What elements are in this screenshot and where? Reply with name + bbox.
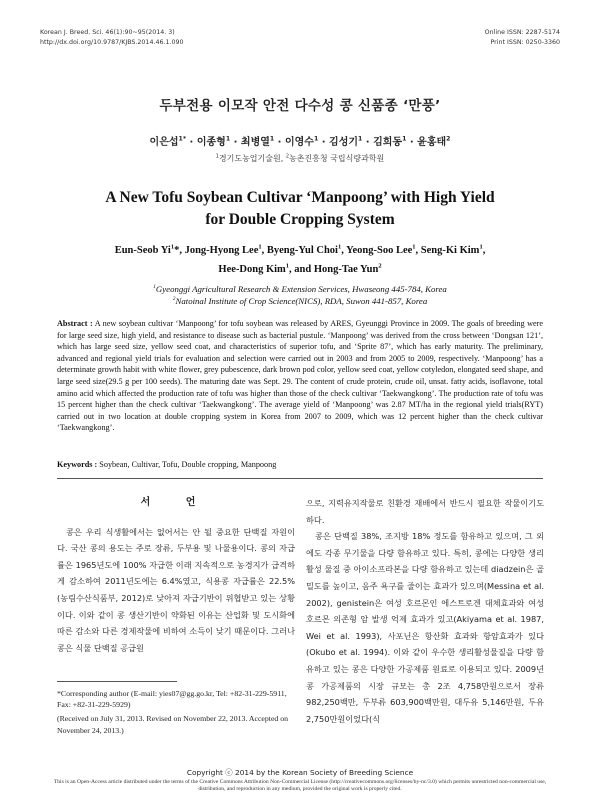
- author-separator: ,: [261, 245, 267, 256]
- korean-author: 윤홍태: [417, 137, 447, 148]
- korean-affiliations: [0, 153, 600, 164]
- english-affiliation-1: [60, 283, 540, 295]
- author-sup: 1: [479, 243, 483, 251]
- korean-author: 이종형: [196, 137, 226, 148]
- header-left: [40, 28, 184, 48]
- print-issn: Print ISSN: 0250-3360: [490, 39, 560, 46]
- author-separator: ·: [274, 137, 285, 148]
- author-sup: 2: [446, 135, 451, 143]
- english-affiliation-1-text: Gyeonggi Agricultural Research & Extension Services, Hwaseong 445-784, Korea: [155, 284, 447, 294]
- author-sup: 1: [358, 135, 363, 143]
- english-title: [60, 187, 540, 231]
- author-separator: , and: [289, 264, 314, 275]
- body-paragraph: 으로, 지력유지작물로 친환경 재배에서 반드시 필요한 작물이기도 하다.: [306, 498, 544, 525]
- received-dates: (Received on July 31, 2013. Revised on November 22, 2013. Accepted on November 24, 2013.): [57, 714, 289, 735]
- author-separator: ,: [415, 245, 421, 256]
- korean-author: 최병열: [240, 137, 270, 148]
- author-separator: ·: [230, 137, 241, 148]
- abstract: [57, 318, 543, 434]
- korean-author: 이은섭: [149, 137, 179, 148]
- english-author: Seng-Ki Kim: [420, 245, 480, 256]
- keywords-label: Keywords :: [57, 460, 98, 469]
- author-separator: ,: [341, 245, 347, 256]
- header-right: [485, 28, 560, 48]
- author-sup: 2: [378, 262, 382, 270]
- body-left-column: [57, 495, 295, 656]
- online-issn: Online ISSN: 2287-5174: [484, 29, 560, 36]
- english-authors: [60, 241, 540, 279]
- divider: [57, 478, 543, 479]
- author-separator: *,: [174, 245, 185, 256]
- journal-citation: Korean J. Breed. Sci. 46(1):90~95(2014. 3): [40, 29, 175, 36]
- korean-author: 김성기: [329, 137, 359, 148]
- corresponding-author: *Corresponding author (E-mail: yies07@gg.go.kr, Tel: +82-31-229-5911, Fax: +82-31-229-5929): [57, 689, 287, 710]
- author-sup: 1: [225, 135, 231, 143]
- affil-sup: 1: [153, 284, 156, 291]
- abstract-text: A new soybean cultivar ‘Manpoong’ for tofu soybean was released by ARES, Gyeunggi Province in 2009. The goals of breeding were for large seed size, high yield, and resistance to disease such as bacterial pustule. ‘Manpoong’ was derived from the cross between ‘Dongsan 121’, which has large seed size, yellow seed coat, and characteristics of superior tofu, and ‘Sprite 87’, which has early maturity. The preliminary, advanced and regional yield trials for evaluation and selection were carried out in 2003 and from 2005 to 2009, respectively. ‘Manpoong’ has a determinate growth habit with white flower, grey pubescence, dark brown pod color, yellow seed coat, yellow cotyledon, elongated seed shape, and large seed size(29.5 g per 100 seeds). The maturing date was Sept. 29. The content of crude protein, crude oil, unsat. fatty acids, isoflavone, total amino acid which affected the production rate of tofu was higher than those of the check cultivar ‘Taekwangkong’. The production rate of tofu was 15 percent higher than the check cultivar ‘Taekwangkong’. The average yield of ‘Manpoong’ was 2.87 MT/ha in the regional yield trials(RYT) carried out in two location at double cropping system in Korea from 2007 to 2009, which was 12 percent higher than the check cultivar ‘Taekwangkong’.: [57, 319, 543, 433]
- korean-author: 이영수: [284, 137, 314, 148]
- english-author: Hee-Dong Kim: [218, 264, 286, 275]
- english-author: Eun-Seob Yi: [114, 245, 171, 256]
- korean-affiliation-1: 경기도농업기술원,: [218, 154, 284, 163]
- author-sup: 1: [285, 262, 290, 270]
- english-author: Byeng-Yul Choi: [266, 245, 338, 256]
- english-author: Yeong-Soo Lee: [346, 245, 413, 256]
- author-sup: 1: [337, 243, 342, 251]
- korean-affiliation-2: 농촌진흥청 국립식량과학원: [288, 154, 385, 163]
- english-affiliation-2-text: Natoinal Institute of Crop Science(NICS), RDA, Suwon 441-857, Korea: [175, 296, 428, 306]
- korean-authors: [0, 133, 600, 148]
- author-sup: 1*: [178, 135, 187, 143]
- author-separator: ·: [406, 137, 418, 148]
- license-notice: This is an Open-Access article distributed under the terms of the Creative Commons Attribution Non-Commercial License (http://creativecommons.org/licenses/by-nc/3.0) which permits unrestricted non-commercial use, distribution, and reproduction in any medium, provided the original work is properly cited.: [53, 779, 547, 792]
- english-affiliation-2: [60, 295, 540, 307]
- affil-sup: 1: [215, 153, 219, 160]
- section-heading: 서 언: [140, 497, 212, 508]
- affil-sup: 2: [172, 296, 176, 303]
- english-authors-line-1: [60, 241, 540, 260]
- affil-sup: 2: [285, 153, 289, 160]
- author-separator: ·: [186, 137, 197, 148]
- english-authors-line-2: [60, 260, 540, 279]
- doi-link[interactable]: http://dx.doi.org/10.9787/KJBS.2014.46.1.090: [40, 39, 184, 46]
- body-right-column: [306, 495, 544, 727]
- author-separator: ·: [318, 137, 330, 148]
- author-sup: 1: [402, 135, 407, 143]
- body-paragraph: 콩은 단백질 38%, 조지방 18% 정도를 함유하고 있으며, 그 외에도 각종 무기물을 다량 함유하고 있다. 특히, 콩에는 다양한 생리활성 물질 중 아이소프라본을 다량 함유하고 있는데 diadzein은 골밀도를 높이고, 음주 욕구를 줄이는 효과가 있으며(Messina et al. 2002), genistein은 여성 호르몬인 에스트로겐 대체효과와 여성호르몬 의존형 암 발생 억제 효과가 있고(Akiyama et al. 1987, Wei et al. 1993), 사포닌은 항산화 효과와 항암효과가 있다(Okubo et al. 1994). 이와 같이 우수한 생리활성물질을 다량 함유하고 있는 콩은 다양한 가공제품 원료로 이용되고 있다. 2009년 콩 가공제품의 시장 규모는 총 2조 4,758만원으로서 장류 982,250백만, 두부류 603,900백만원, 대두유 5,146만원, 두유 2,750만원이었다(식: [306, 531, 544, 724]
- english-title-line-2: for Double Cropping System: [205, 211, 395, 228]
- author-sup: 1: [412, 243, 416, 251]
- author-sup: 1: [258, 243, 262, 251]
- author-sup: 1: [170, 243, 175, 251]
- english-affiliations: [60, 283, 540, 307]
- author-sup: 1: [313, 135, 319, 143]
- abstract-label: Abstract :: [57, 319, 93, 328]
- author-separator: ,: [482, 245, 486, 256]
- english-author: Hong-Tae Yun: [313, 264, 379, 275]
- english-title-line-1: A New Tofu Soybean Cultivar ‘Manpoong’ with High Yield: [105, 189, 495, 206]
- keywords: [57, 460, 543, 469]
- english-author: Jong-Hyong Lee: [184, 245, 259, 256]
- author-sup: 1: [269, 135, 275, 143]
- korean-title: 두부전용 이모작 안전 다수성 콩 신품종 ‘만풍’: [159, 98, 441, 114]
- copyright: Copyright ⓒ 2014 by the Korean Society of Breeding Science: [186, 768, 414, 777]
- author-separator: ·: [362, 137, 374, 148]
- keywords-text: Soybean, Cultivar, Tofu, Double cropping, Manpoong: [99, 460, 277, 469]
- footnotes: [57, 688, 295, 739]
- body-paragraph: 콩은 우리 식생활에서는 없어서는 안 될 중요한 단백질 자원이다. 국산 콩의 용도는 주로 장류, 두부용 및 나물용이다. 콩의 자급률은 1965년도에 100% 자급한 이래 지속적으로 농경지가 급격하게 감소하여 2011년도에는 6.4%였고, 식용콩 자급률은 22.5%(농림수산식품부, 2012)로 낮아져 자급기반이 위협받고 있는 상황이다. 이와 같이 콩 생산기반이 약화된 이유는 산업화 및 도시화에 따른 감소와 다른 경제작물에 비하여 소득이 낮기 때문이다. 그러나 콩은 식물 단백질 공급원: [57, 526, 295, 653]
- footnote-divider: [57, 681, 177, 682]
- korean-author: 김희동: [373, 137, 403, 148]
